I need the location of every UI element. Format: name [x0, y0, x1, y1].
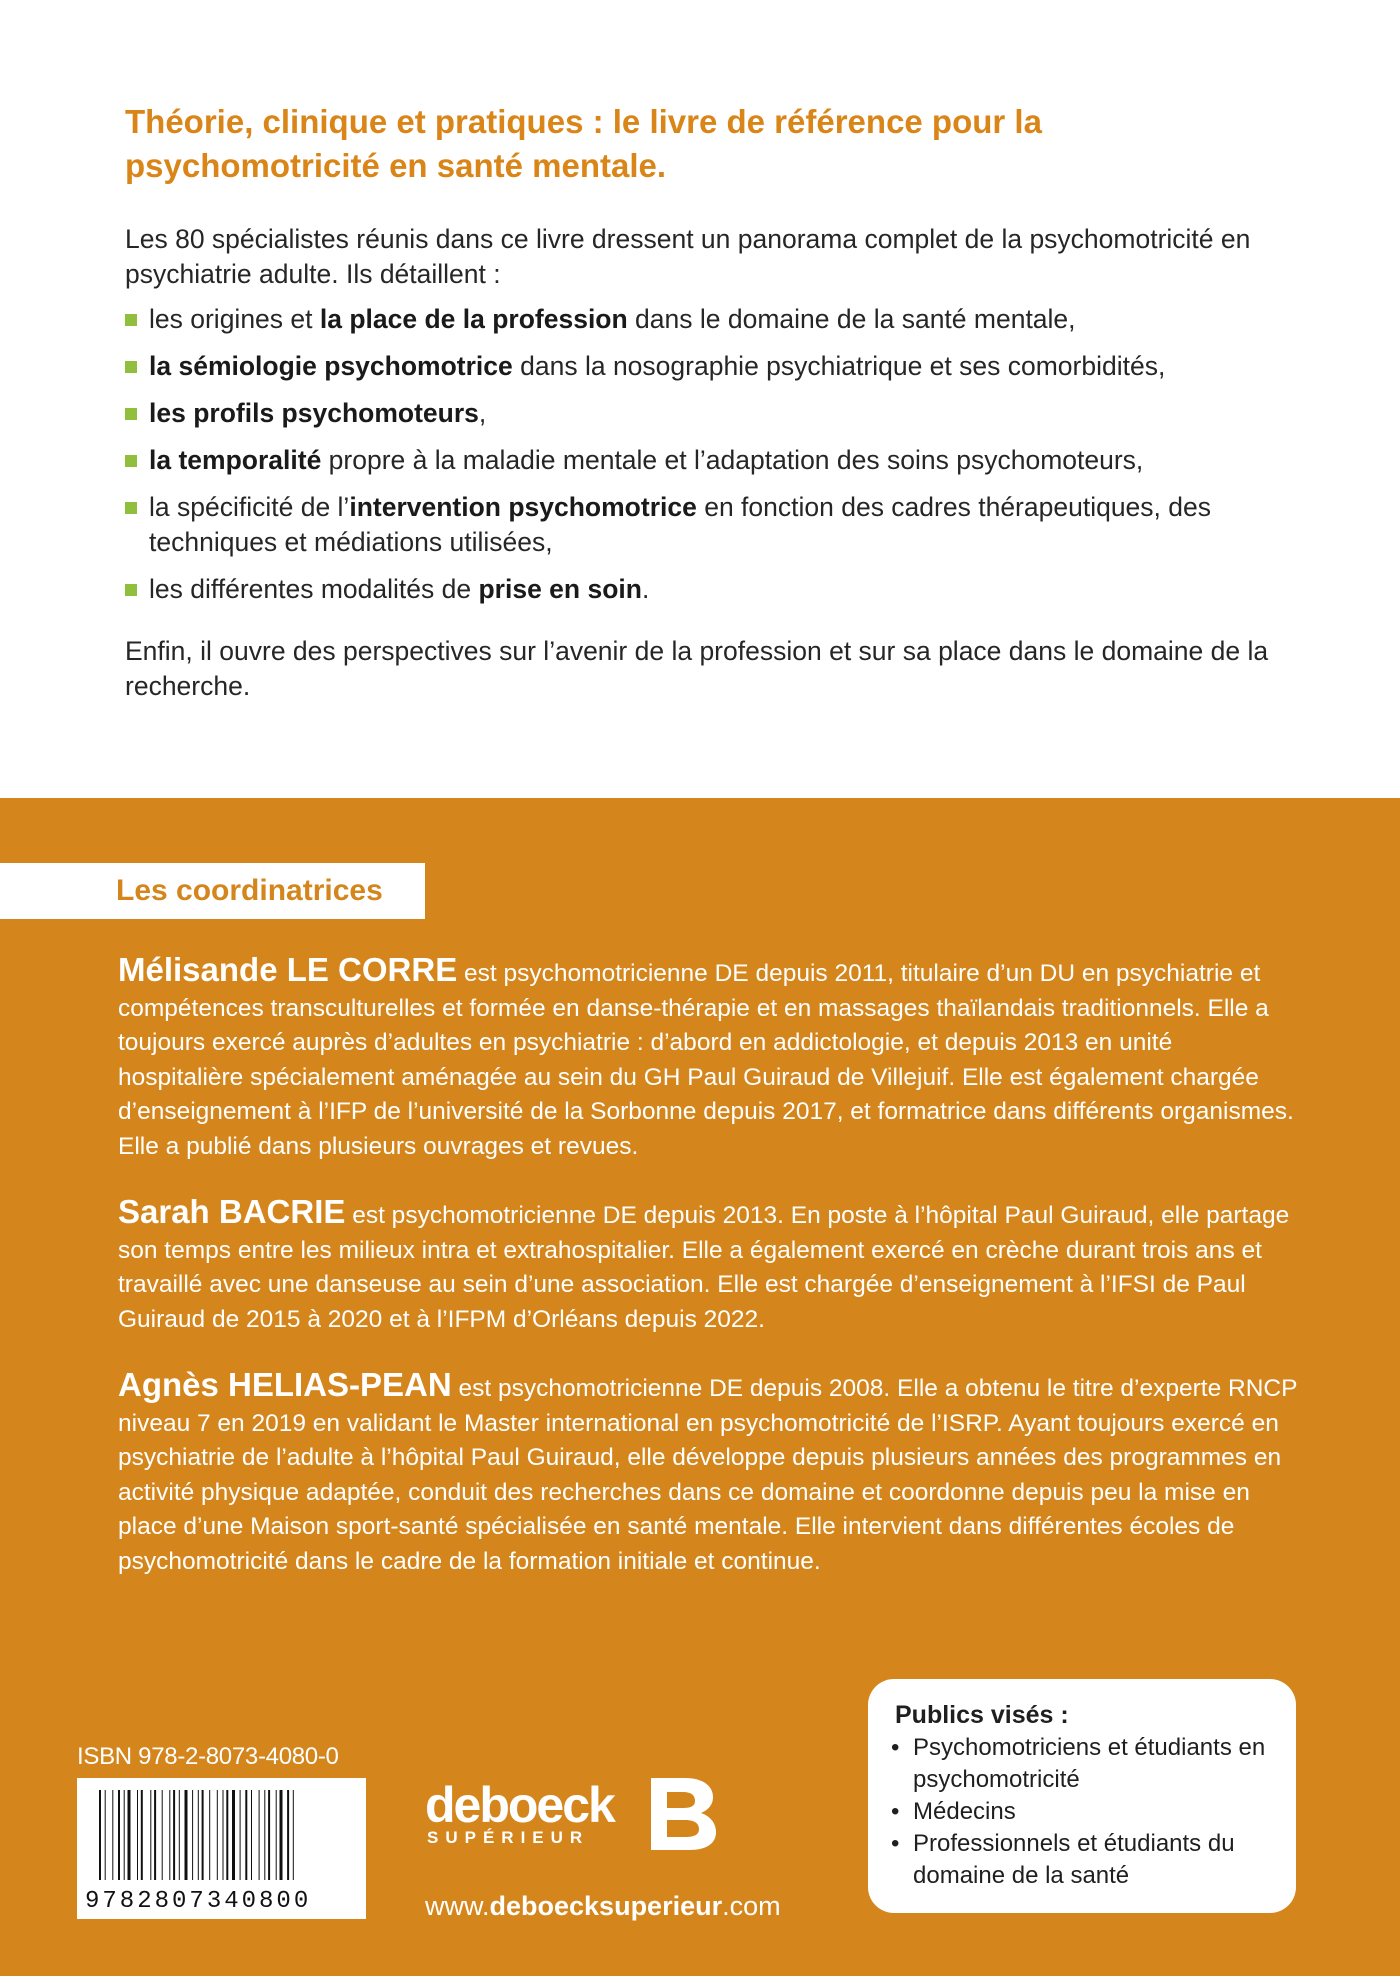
bullet-square-icon: [125, 455, 137, 467]
list-item: la spécificité de l’intervention psychomotrice en fonction des cadres thérapeutiques, des techniques et médiations utilisées,: [125, 490, 1285, 560]
barcode-bar: [240, 1790, 241, 1880]
headline: Théorie, clinique et pratiques : le livre de référence pour la psychomotricité en santé mentale.: [125, 103, 1042, 184]
barcode-bar: [173, 1790, 175, 1880]
barcode-bars-icon: [99, 1790, 344, 1880]
barcode-bar: [276, 1790, 277, 1880]
audience-list: [891, 1732, 1286, 1892]
list-item: les origines et la place de la profession dans le domaine de la santé mentale,: [125, 302, 1285, 337]
barcode-bar: [198, 1790, 199, 1880]
list-item: les différentes modalités de prise en soin.: [125, 572, 1285, 607]
isbn-label: ISBN 978-2-8073-4080-0: [77, 1743, 339, 1770]
barcode-digits: 9782807340800: [85, 1888, 312, 1915]
barcode-bar: [169, 1790, 170, 1880]
coordinator-name: Mélisande LE CORRE: [118, 951, 458, 988]
bullet-square-icon: [125, 502, 137, 514]
bullet-square-icon: [125, 584, 137, 596]
barcode-bar: [202, 1790, 204, 1880]
barcode-bar: [118, 1790, 120, 1880]
audience-title: Publics visés :: [895, 1701, 1069, 1729]
bullet-square-icon: [125, 314, 137, 326]
publisher-logo: [425, 1778, 725, 1854]
barcode-bar: [264, 1790, 265, 1880]
barcode-bar: [217, 1790, 218, 1880]
barcode-bar: [124, 1790, 125, 1880]
closing-paragraph: Enfin, il ouvre des perspectives sur l’avenir de la profession et sur sa place dans le domaine de la recherche.: [125, 636, 1269, 701]
coordinator-name: Sarah BACRIE: [118, 1193, 346, 1230]
barcode-bar: [245, 1790, 247, 1880]
list-item: les profils psychomoteurs,: [125, 396, 1285, 431]
barcode-bar: [226, 1790, 228, 1880]
section-title: Les coordinatrices: [116, 874, 383, 907]
barcode-bar: [287, 1790, 289, 1880]
barcode-bar: [179, 1790, 180, 1880]
bullet-dot-icon: •: [891, 1734, 900, 1761]
barcode-bar: [128, 1790, 131, 1880]
intro-paragraph: Les 80 spécialistes réunis dans ce livre dressent un panorama complet de la psychomotricité en psychiatrie adulte. Ils détaillent :: [125, 224, 1251, 289]
barcode: [77, 1778, 366, 1919]
barcode-bar: [162, 1790, 163, 1880]
logo-b-mark-icon: [651, 1778, 717, 1850]
list-item: la sémiologie psychomotrice dans la nosographie psychiatrique et ses comorbidités,: [125, 349, 1285, 384]
barcode-bar: [150, 1790, 151, 1880]
barcode-bar: [185, 1790, 188, 1880]
barcode-bar: [280, 1790, 283, 1880]
barcode-bar: [232, 1790, 235, 1880]
logo-wordmark: deboeck: [425, 1777, 614, 1833]
barcode-bar: [105, 1790, 106, 1880]
barcode-bar: [251, 1790, 252, 1880]
barcode-bar: [154, 1790, 156, 1880]
website-link[interactable]: www.deboecksuperieur.com: [425, 1891, 781, 1921]
barcode-bar: [192, 1790, 193, 1880]
bullet-dot-icon: •: [891, 1830, 900, 1857]
audience-box: [868, 1679, 1296, 1913]
bullet-dot-icon: •: [891, 1798, 900, 1825]
barcode-bar: [223, 1790, 224, 1880]
coordinator-bio: Mélisande LE CORRE est psychomotricienne DE depuis 2011, titulaire d’un DU en psychiatrie et compétences transculturelles et formée en danse-thérapie et en massages thaïlandais traditionnels. Elle a toujours exercé auprès d’adultes en psychiatrie : d’abord en addictologie, et depuis 2013 en unité hospitalière spécialement aménagée au sein du GH Paul Guiraud de Villejuif. Elle est également chargée d’enseignement à l’IFP de l’université de la Sorbonne depuis 2017, et formatrice dans différents organismes. Elle a publié dans plusieurs ouvrages et revues.: [118, 951, 1294, 1160]
bullet-square-icon: [125, 361, 137, 373]
barcode-bar: [293, 1790, 294, 1880]
barcode-bar: [137, 1790, 138, 1880]
list-item: • Professionnels et étudiants du domaine de la santé: [891, 1830, 1235, 1889]
coordinator-bio: Agnès HELIAS-PEAN est psychomotricienne DE depuis 2008. Elle a obtenu le titre d’experte RNCP niveau 7 en 2019 en validant le Master international en psychomotricité de l’ISRP. Ayant toujours exercé en psychiatrie de l’adulte à l’hôpital Paul Guiraud, elle développe depuis plusieurs années des programmes en activité physique adaptée, conduit des recherches dans ce domaine et coordonne depuis peu la mise en place d’une Maison sport-santé spécialisée en santé mentale. Elle intervient dans différentes écoles de psychomotricité dans le cadre de la formation initiale et continue.: [118, 1366, 1297, 1575]
list-item: • Médecins: [891, 1796, 1286, 1828]
coordinator-bio: Sarah BACRIE est psychomotricienne DE depuis 2013. En poste à l’hôpital Paul Guiraud, elle partage son temps entre les milieux intra et extrahospitalier. Elle a également exercé en crèche durant trois ans et travaillé avec une danseuse au sein d’une association. Elle est chargée d’enseignement à l’IFSI de Paul Guiraud de 2015 à 2020 et à l’IFPM d’Orléans depuis 2022.: [118, 1193, 1290, 1333]
barcode-bar: [141, 1790, 143, 1880]
barcode-bar: [259, 1790, 260, 1880]
list-item: • Psychomotriciens et étudiants en psychomotricité: [891, 1734, 1266, 1793]
barcode-bar: [99, 1790, 101, 1880]
barcode-bar: [112, 1790, 113, 1880]
bullet-square-icon: [125, 408, 137, 420]
coordinator-name: Agnès HELIAS-PEAN: [118, 1366, 452, 1403]
topics-list: [125, 302, 1285, 619]
barcode-bar: [209, 1790, 210, 1880]
list-item: la temporalité propre à la maladie mentale et l’adaptation des soins psychomoteurs,: [125, 443, 1285, 478]
barcode-bar: [268, 1790, 270, 1880]
logo-subtitle: SUPÉRIEUR: [427, 1828, 590, 1847]
